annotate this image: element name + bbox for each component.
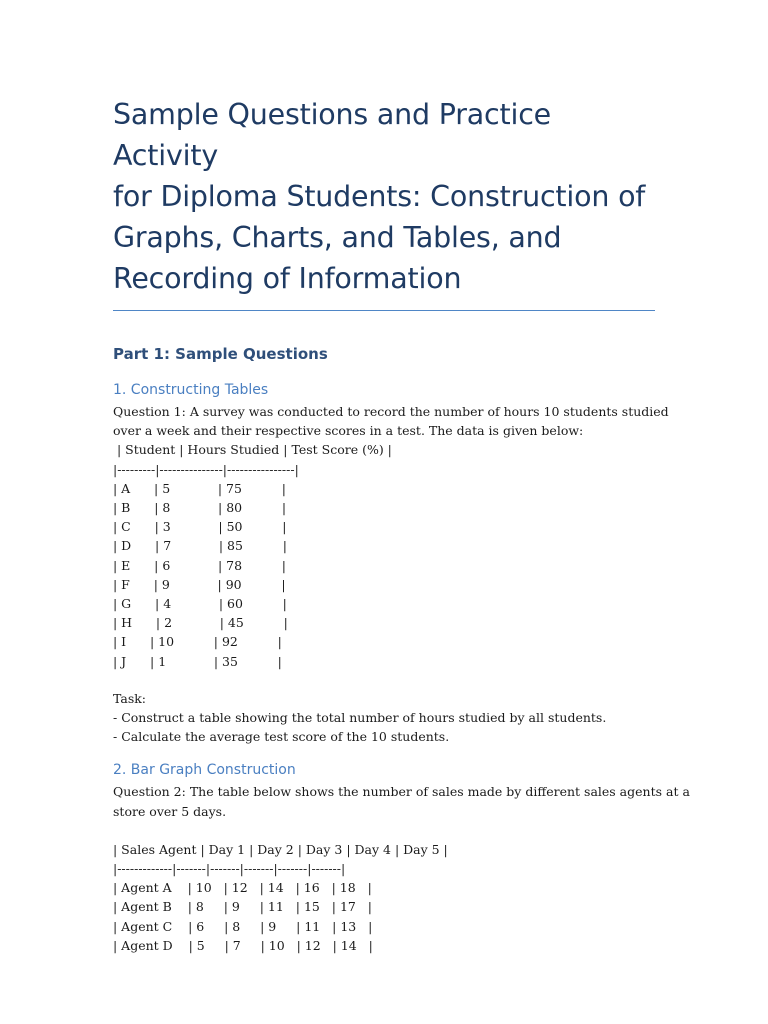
title-divider bbox=[113, 310, 655, 311]
section2-heading: 2. Bar Graph Construction bbox=[113, 762, 296, 779]
task-line: - Construct a table showing the total number of hours studied by all students. bbox=[113, 710, 607, 726]
task-line: - Calculate the average test score of the 10 students. bbox=[113, 729, 450, 745]
question-line: Question 1: A survey was conducted to record the number of hours 10 students studied bbox=[113, 404, 669, 419]
table-row: |---------|---------------|----------------| bbox=[113, 461, 299, 477]
spacer bbox=[113, 671, 655, 689]
table-row: | C | 3 | 50 | bbox=[113, 519, 287, 535]
question-line: store over 5 days. bbox=[113, 803, 227, 819]
title-line: for Diploma Students: Construction of bbox=[113, 180, 646, 213]
question-line: Question 2: The table below shows the number of sales made by different sales agents at a bbox=[113, 784, 690, 800]
title-line: Graphs, Charts, and Tables, and bbox=[113, 221, 562, 254]
section1-question bbox=[113, 402, 669, 440]
table-row: | B | 8 | 80 | bbox=[113, 500, 287, 516]
table-row: |-------------|-------|-------|-------|-------|-------| bbox=[113, 861, 346, 877]
spacer bbox=[113, 821, 655, 840]
table-row: | A | 5 | 75 | bbox=[113, 480, 286, 496]
table-row: | I | 10 | 92 | bbox=[113, 634, 282, 650]
table-row: | Student | Hours Studied | Test Score (%) | bbox=[113, 442, 392, 458]
section1-task bbox=[113, 689, 655, 747]
title-line: Recording of Information bbox=[113, 262, 462, 295]
table-row: | Agent C | 6 | 8 | 9 | 11 | 13 | bbox=[113, 918, 373, 934]
task-line: Task: bbox=[113, 690, 147, 706]
table-row: | Sales Agent | Day 1 | Day 2 | Day 3 | Day 4 | Day 5 | bbox=[113, 841, 448, 857]
section2-question bbox=[113, 782, 690, 820]
table-row: | F | 9 | 90 | bbox=[113, 576, 286, 592]
question-line: over a week and their respective scores in a test. The data is given below: bbox=[113, 423, 584, 439]
table-row: | D | 7 | 85 | bbox=[113, 538, 287, 554]
document-title bbox=[113, 94, 655, 299]
table-row: | Agent A | 10 | 12 | 14 | 16 | 18 | bbox=[113, 880, 372, 896]
table-row: | J | 1 | 35 | bbox=[113, 653, 282, 669]
table-row: | H | 2 | 45 | bbox=[113, 615, 288, 631]
table-row: | E | 6 | 78 | bbox=[113, 557, 287, 573]
section1-heading: 1. Constructing Tables bbox=[113, 382, 269, 398]
table-row: | G | 4 | 60 | bbox=[113, 596, 287, 612]
table-row: | Agent D | 5 | 7 | 10 | 12 | 14 | bbox=[113, 937, 373, 953]
section1-table bbox=[113, 440, 655, 670]
document-page bbox=[113, 94, 690, 955]
table-row: | Agent B | 8 | 9 | 11 | 15 | 17 | bbox=[113, 899, 372, 915]
section2-table bbox=[113, 840, 655, 955]
title-line: Sample Questions and Practice Activity bbox=[113, 98, 552, 172]
part1-heading: Part 1: Sample Questions bbox=[113, 345, 328, 363]
